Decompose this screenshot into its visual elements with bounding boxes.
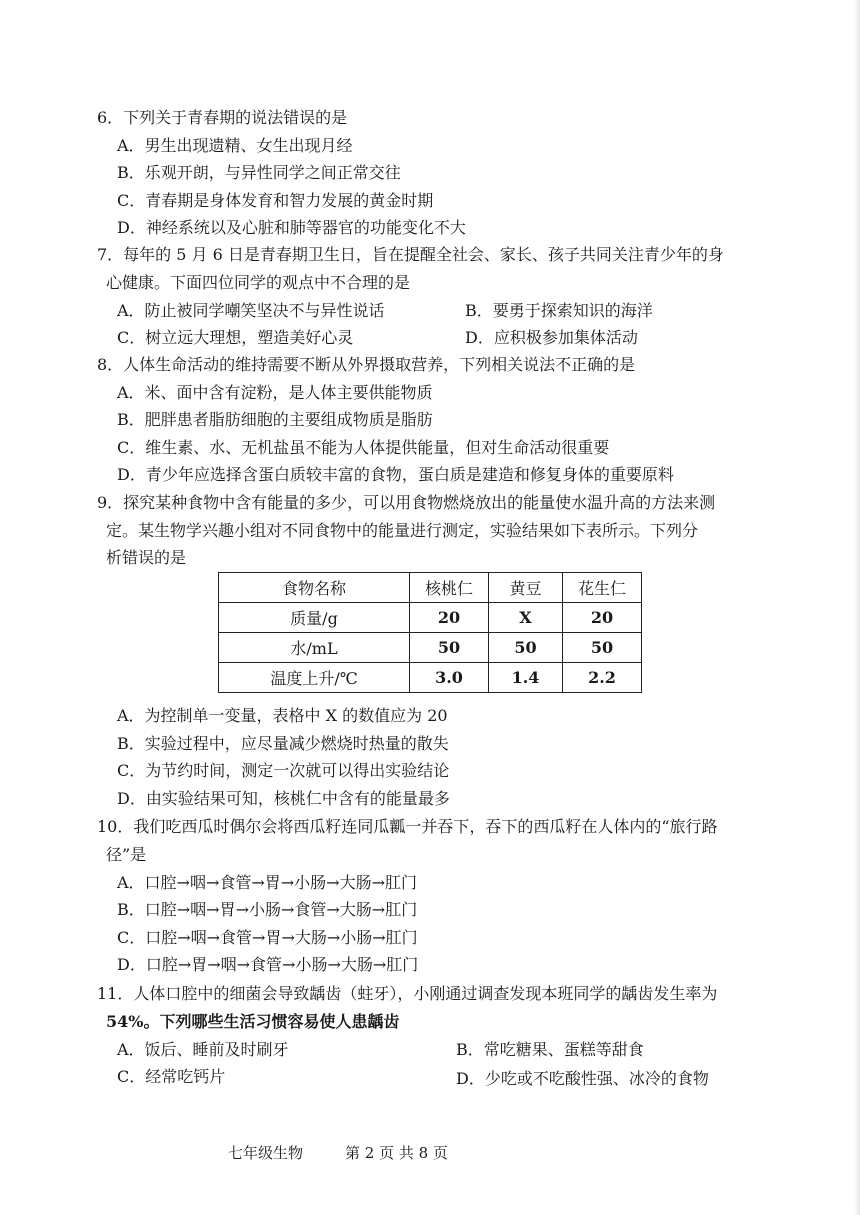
table-cell: 50 [489,633,563,663]
question-11-option-b: B．常吃糖果、蛋糕等甜食 [456,1040,644,1059]
table-header: 黄豆 [489,573,563,603]
question-7-option-d: D．应积极参加集体活动 [465,328,638,347]
table-cell: 50 [410,633,489,663]
table-cell: 1.4 [489,663,563,693]
question-9-stem-line3: 析错误的是 [106,548,187,567]
question-9-option-c: C．为节约时间，测定一次就可以得出实验结论 [117,761,450,780]
question-7-stem-line2: 心健康。下面四位同学的观点中不合理的是 [106,273,411,292]
table-row [219,603,642,633]
question-11-stem-line1: 11．人体口腔中的细菌会导致龋齿（蛀牙），小刚通过调查发现本班同学的龋齿发生率为 [97,984,718,1003]
question-7-stem-line1: 7．每年的 5 月 6 日是青春期卫生日，旨在提醒全社会、家长、孩子共同关注青少年的身 [97,245,724,264]
table-header: 核桃仁 [410,573,489,603]
question-6-option-d: D．神经系统以及心脏和肺等器官的功能变化不大 [117,218,466,237]
question-7-option-a: A．防止被同学嘲笑坚决不与异性说话 [117,301,385,320]
question-10-option-b: B．口腔→咽→胃→小肠→食管→大肠→肛门 [117,900,418,919]
question-9-option-a: A．为控制单一变量，表格中 X 的数值应为 20 [117,706,448,725]
question-8-option-c: C．维生素、水、无机盐虽不能为人体提供能量，但对生命活动很重要 [117,438,610,457]
page-edge-shadow [854,0,860,1215]
table-header: 花生仁 [563,573,642,603]
table-header: 食物名称 [219,573,410,603]
table-cell: 温度上升/℃ [219,663,410,693]
question-6-stem: 6．下列关于青春期的说法错误的是 [97,108,348,127]
question-8-option-d: D．青少年应选择含蛋白质较丰富的食物，蛋白质是建造和修复身体的重要原料 [117,465,674,484]
question-10-stem-line2: 径”是 [106,845,147,864]
table-row [219,633,642,663]
table-cell: 质量/g [219,603,410,633]
table-cell: 50 [563,633,642,663]
question-6-option-a: A．男生出现遗精、女生出现月经 [117,136,353,155]
footer-page-number: 第 2 页 共 8 页 [345,1144,448,1162]
question-7-option-b: B．要勇于探索知识的海洋 [465,301,653,320]
question-11-option-d: D．少吃或不吃酸性强、冰冷的食物 [456,1069,709,1088]
question-9-stem-line2: 定。某生物学兴趣小组对不同食物中的能量进行测定，实验结果如下表所示。下列分 [106,521,699,540]
table-cell: 20 [563,603,642,633]
question-6-option-b: B．乐观开朗，与异性同学之间正常交往 [117,163,401,182]
question-9-stem-line1: 9．探究某种食物中含有能量的多少，可以用食物燃烧放出的能量使水温升高的方法来测 [97,493,716,512]
question-11-option-c: C．经常吃钙片 [117,1067,226,1086]
question-8-stem: 8．人体生命活动的维持需要不断从外界摄取营养，下列相关说法不正确的是 [97,355,636,374]
table-row [219,663,642,693]
question-10-option-d: D．口腔→胃→咽→食管→小肠→大肠→肛门 [117,955,419,974]
question-8-option-a: A．米、面中含有淀粉，是人体主要供能物质 [117,383,433,402]
table-cell: 20 [410,603,489,633]
table-cell: 2.2 [563,663,642,693]
footer-subject: 七年级生物 [228,1144,304,1162]
question-10-option-a: A．口腔→咽→食管→胃→小肠→大肠→肛门 [117,873,417,892]
question-6-option-c: C．青春期是身体发育和智力发展的黄金时期 [117,191,434,210]
table-header-row [219,573,642,603]
question-9-option-b: B．实验过程中，应尽量减少燃烧时热量的散失 [117,734,449,753]
question-8-option-b: B．肥胖患者脂肪细胞的主要组成物质是脂肪 [117,410,433,429]
food-energy-table [218,572,642,693]
question-11-option-a: A．饭后、睡前及时刷牙 [117,1040,289,1059]
table-cell: X [489,603,563,633]
question-7-option-c: C．树立远大理想，塑造美好心灵 [117,328,354,347]
question-10-stem-line1: 10．我们吃西瓜时偶尔会将西瓜籽连同瓜瓤一并吞下，吞下的西瓜籽在人体内的“旅行路 [97,817,718,836]
question-10-option-c: C．口腔→咽→食管→胃→大肠→小肠→肛门 [117,928,418,947]
question-11-stem-line2: 54%。下列哪些生活习惯容易使人患龋齿 [106,1012,400,1031]
table-cell: 水/mL [219,633,410,663]
question-9-option-d: D．由实验结果可知，核桃仁中含有的能量最多 [117,789,450,808]
table-cell: 3.0 [410,663,489,693]
